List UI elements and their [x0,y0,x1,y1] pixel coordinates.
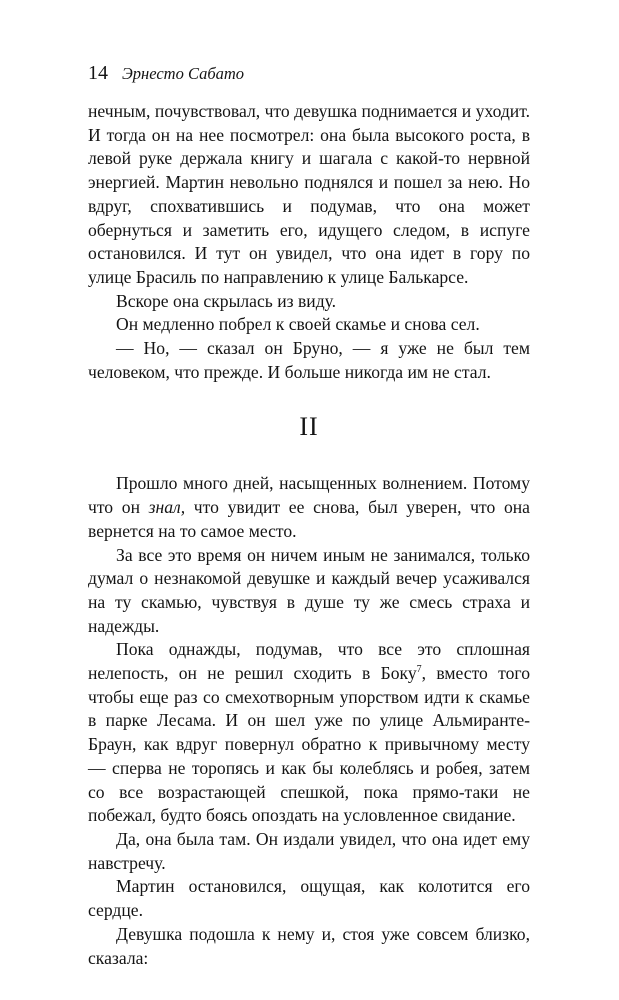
page-header [88,62,530,88]
chapter-heading: II [299,412,319,442]
running-head: Эрнесто Сабато [122,64,245,83]
page-number: 14 [88,62,108,84]
paragraph: Мартин остановился, ощущая, как колотится его сердце. [88,876,530,921]
dialogue-paragraph: — Но, — сказал он Бруно, — я уже не был тем человеком, что прежде. И больше никогда им не стал. [88,338,530,382]
paragraph [88,638,530,828]
paragraph-text: что увидит ее снова, был уверен, что она вернется на то самое место. [88,497,530,541]
book-page [88,62,530,970]
paragraph-continuation: нечным, почувствовал, что девушка поднимается и уходит. И тогда он на нее посмотрел: она была высокого роста, в левой руке держала книгу и шагала с какой-то нервной энергией. Мартин невольно поднялся и пошел за нею. Но вдруг, спохватившись и подумав, что она может обернуться и заметить его, идущего следом, в испуге остановился. И тут он увидел, что она идет в гору по улице Брасиль по направлению к улице Балькарсе. [88,101,530,287]
paragraph [88,472,530,543]
italic-emphasis: знал, [148,497,186,518]
paragraph-text: Прошло много дней, насыщенных волнением. Потому что он [88,473,530,518]
paragraph: Девушка подошла к нему и, стоя уже совсем близко, сказала: [88,923,530,968]
footnote-marker[interactable]: 7 [416,664,422,676]
paragraph: Да, она была там. Он издали увидел, что она идет ему навстречу. [88,828,530,873]
body-text [88,100,530,970]
paragraph: Он медленно побрел к своей скамье и снова сел. [116,314,480,335]
paragraph: За все это время он ничем иным не занимался, только думал о незнакомой девушке и каждый вечер усаживался на ту скамью, чувствуя в душе ту же смесь страха и надежды. [88,544,530,636]
paragraph-text: Пока однажды, подумав, что все это сплошная нелепость, он не решил сходить в Боку [88,639,530,684]
paragraph: Вскоре она скрылась из виду. [116,290,337,311]
paragraph-text: , вместо того чтобы еще раз со смехотворным упорством идти к скамье в парке Лесама. И он шел уже по улице Альмиранте-Браун, как вдруг повернул обратно к привычному месту — сперва не торопясь и как бы колеблясь и робея, затем со все возрастающей спешкой, пока прямо-таки не побежал, будто боясь опоздать на условленное свидание. [88,663,530,826]
